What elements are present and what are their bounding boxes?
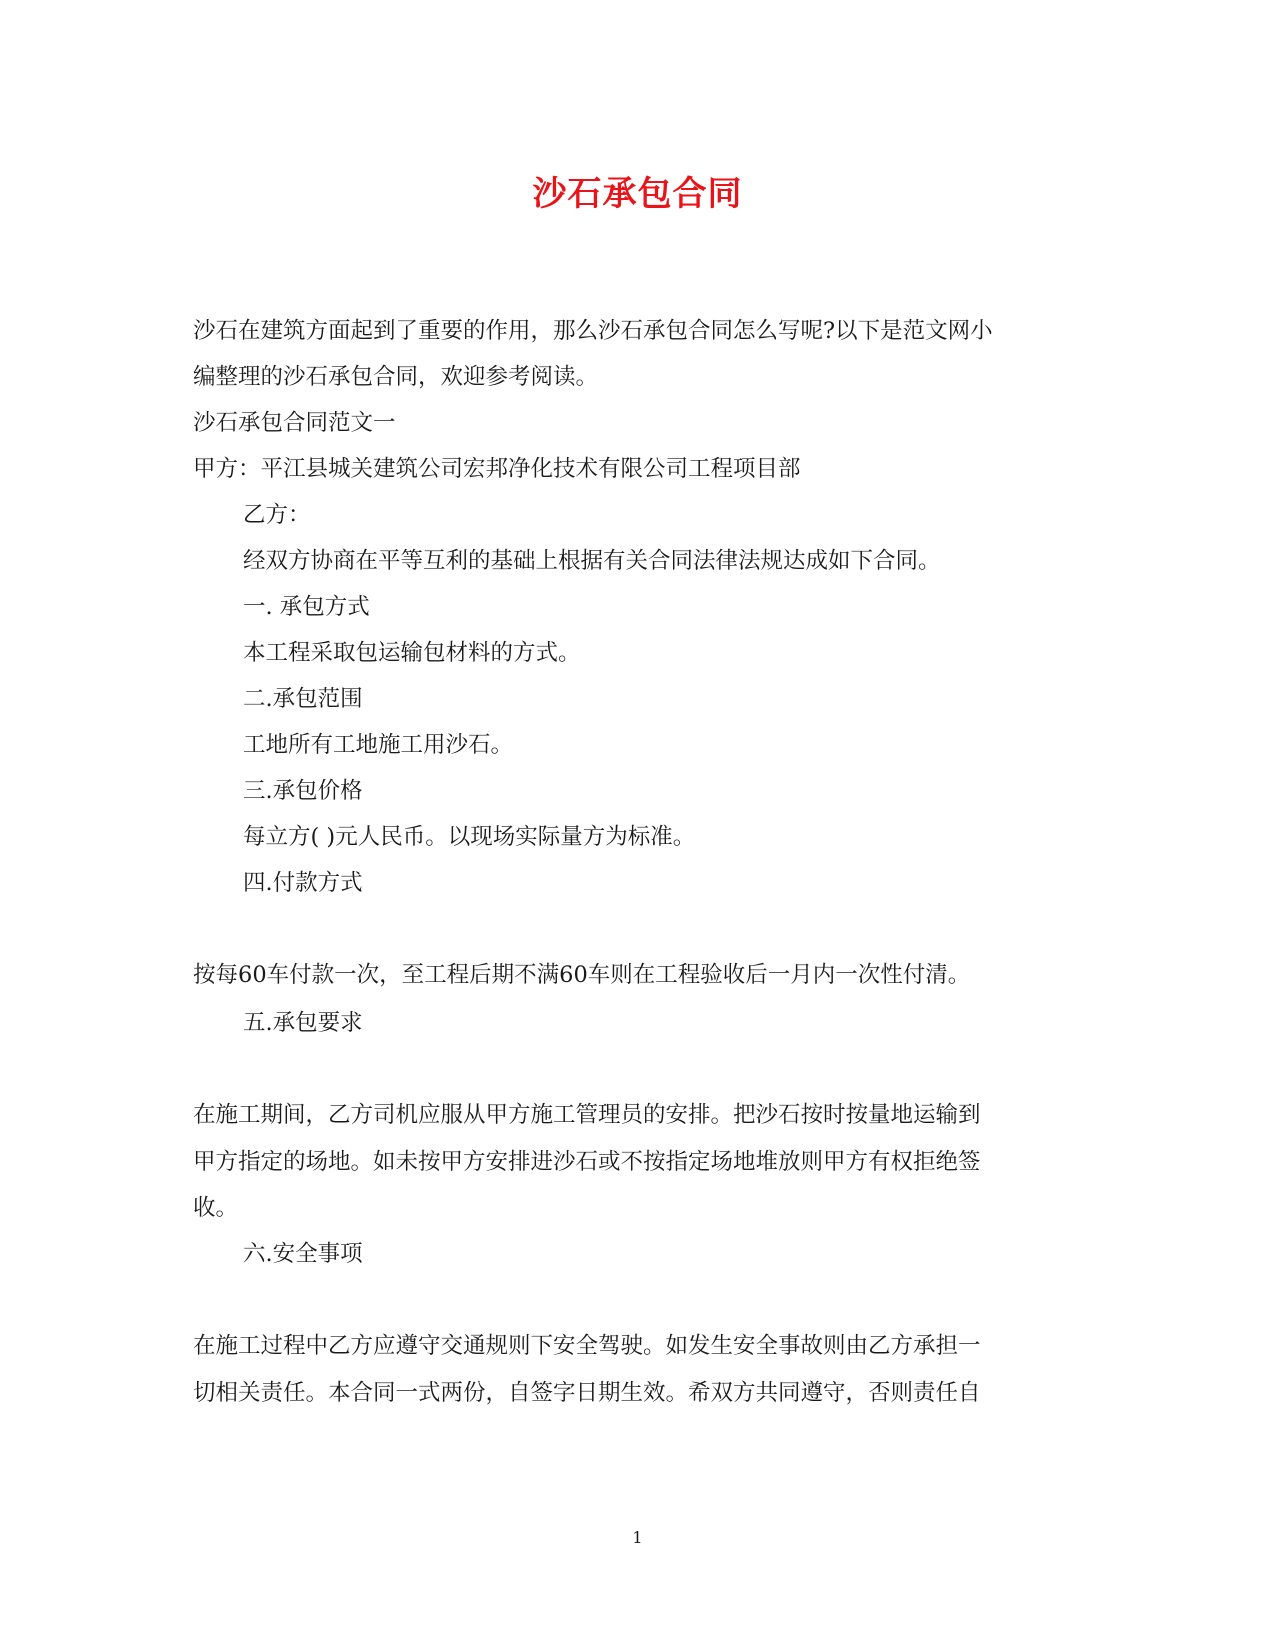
clause-heading-4: 四.付款方式 xyxy=(243,870,363,896)
intro-line-2: 编整理的沙石承包合同，欢迎参考阅读。 xyxy=(193,364,599,390)
clause-text-1: 本工程采取包运输包材料的方式。 xyxy=(243,640,581,666)
clause-text-4: 按每60车付款一次，至工程后期不满60车则在工程验收后一月内一次性付清。 xyxy=(193,962,971,988)
clause-text-3: 每立方( )元人民币。以现场实际量方为标准。 xyxy=(243,824,696,850)
section-heading-sample-1: 沙石承包合同范文一 xyxy=(193,410,396,436)
clause-text-6-line-2: 切相关责任。本合同一式两份，自签字日期生效。希双方共同遵守，否则责任自 xyxy=(193,1380,981,1406)
party-b-line: 乙方： xyxy=(243,502,311,528)
clause-heading-1: 一. 承包方式 xyxy=(243,594,370,620)
clause-text-5-line-3: 收。 xyxy=(193,1195,239,1221)
clause-text-6-line-1: 在施工过程中乙方应遵守交通规则下安全驾驶。如发生安全事故则由乙方承担一 xyxy=(193,1333,981,1359)
clause-heading-5: 五.承包要求 xyxy=(243,1010,363,1036)
document-title: 沙石承包合同 xyxy=(532,174,743,214)
clause-heading-3: 三.承包价格 xyxy=(243,778,363,804)
intro-line-1: 沙石在建筑方面起到了重要的作用，那么沙石承包合同怎么写呢?以下是范文网小 xyxy=(193,318,993,344)
clause-text-5-line-1: 在施工期间，乙方司机应服从甲方施工管理员的安排。把沙石按时按量地运输到 xyxy=(193,1102,981,1128)
party-a-line: 甲方：平江县城关建筑公司宏邦净化技术有限公司工程项目部 xyxy=(193,456,801,482)
clause-heading-2: 二.承包范围 xyxy=(243,686,363,712)
clause-text-2: 工地所有工地施工用沙石。 xyxy=(243,732,514,758)
agreement-line: 经双方协商在平等互利的基础上根据有关合同法律法规达成如下合同。 xyxy=(243,548,941,574)
clause-heading-6: 六.安全事项 xyxy=(243,1241,363,1267)
page-number: 1 xyxy=(632,1528,643,1547)
clause-text-5-line-2: 甲方指定的场地。如未按甲方安排进沙石或不按指定场地堆放则甲方有权拒绝签 xyxy=(193,1149,981,1175)
